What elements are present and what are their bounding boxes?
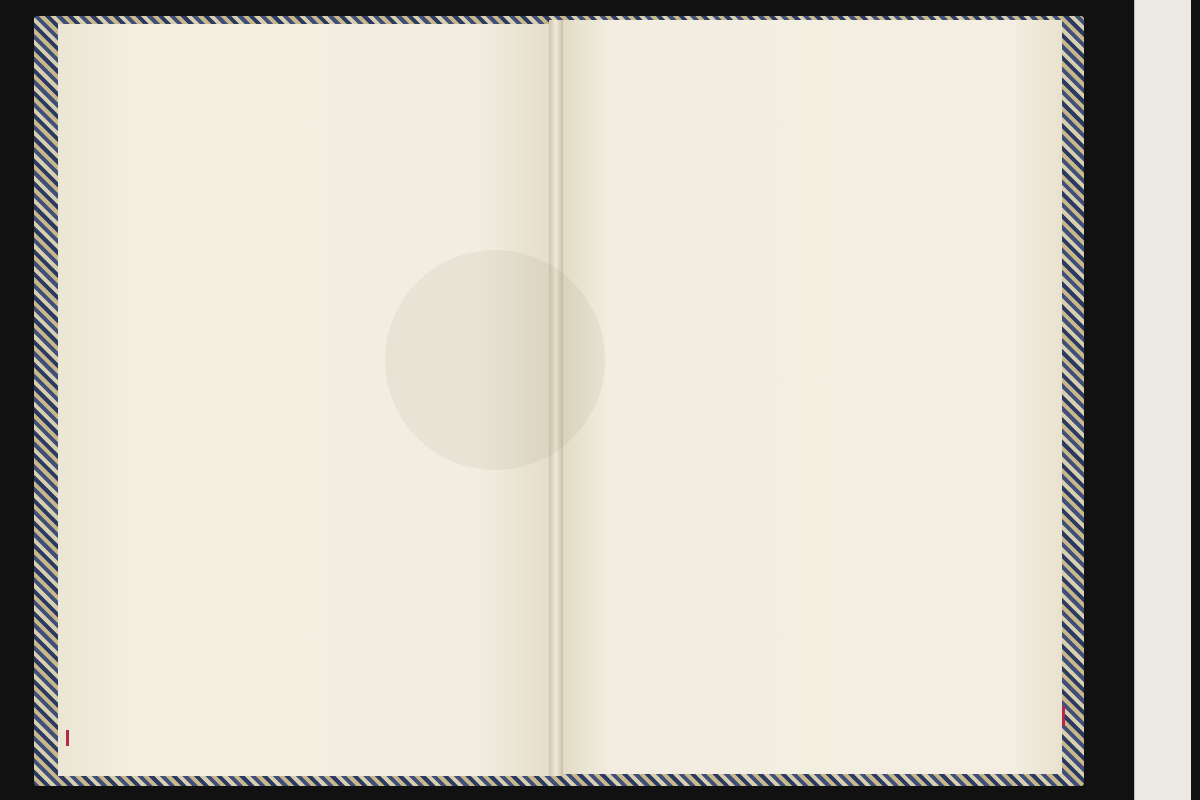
measurement-ruler: [1134, 0, 1191, 800]
watermark-shape: [385, 250, 605, 470]
right-page: [558, 20, 1062, 774]
right-edge-marker: [1062, 706, 1065, 726]
left-edge-marker: [66, 730, 69, 746]
